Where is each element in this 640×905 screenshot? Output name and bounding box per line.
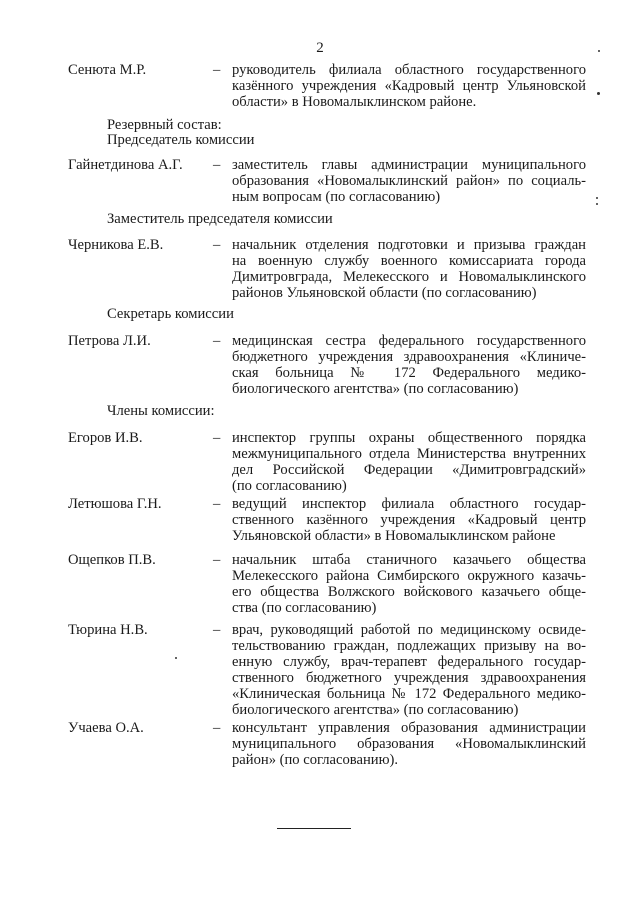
scan-speck xyxy=(175,657,177,659)
description-line: «Клиническая больница № 172 Федерального медико- xyxy=(232,686,586,702)
description-line: биологического агентства» (по согласованию) xyxy=(232,381,519,397)
description-line: Димитровграда, Мелекесского и Новомалыклинского xyxy=(232,269,586,285)
description-line: Мелекесского района Симбирского окружного казачь- xyxy=(232,568,586,584)
page-number: 2 xyxy=(316,40,324,56)
description-line: дел Российской Федерации «Димитровградский» xyxy=(232,462,586,478)
heading-secretary: Секретарь комиссии xyxy=(107,306,234,322)
description-line: ства (по согласованию) xyxy=(232,600,377,616)
member-name: Гайнетдинова А.Г. xyxy=(68,157,183,173)
scan-speck xyxy=(596,203,598,205)
member-name: Летюшова Г.Н. xyxy=(68,496,162,512)
description-line: медицинская сестра федерального государственного xyxy=(232,333,586,349)
description-line: бюджетного учреждения здравоохранения «Клиниче- xyxy=(232,349,586,365)
end-separator-line xyxy=(277,828,351,829)
heading-chairman: Председатель комиссии xyxy=(107,132,255,148)
member-description xyxy=(232,720,586,768)
member-name: Тюрина Н.В. xyxy=(68,622,148,638)
scan-speck xyxy=(598,50,600,52)
member-description xyxy=(232,552,586,616)
scan-speck xyxy=(596,197,598,199)
description-line: ведущий инспектор филиала областного государ- xyxy=(232,496,586,512)
description-line: начальник штаба станичного казачьего общества xyxy=(232,552,586,568)
description-line: врач, руководящий работой по медицинскому освиде- xyxy=(232,622,586,638)
heading-deputy: Заместитель председателя комиссии xyxy=(107,211,333,227)
member-description xyxy=(232,333,586,397)
description-line: Ульяновской области» в Новомалыклинском районе xyxy=(232,528,556,544)
member-description xyxy=(232,430,586,494)
dash: – xyxy=(213,333,221,349)
description-line: межмуниципального отдела Министерства внутренних xyxy=(232,446,586,462)
member-name: Черникова Е.В. xyxy=(68,237,164,253)
member-description xyxy=(232,622,586,718)
dash: – xyxy=(213,552,221,568)
member-description xyxy=(232,496,586,544)
heading-members: Члены комиссии: xyxy=(107,403,215,419)
member-description xyxy=(232,62,586,110)
member-description xyxy=(232,157,586,205)
heading-reserve: Резервный состав: xyxy=(107,117,222,133)
description-line: тельствованию граждан, подлежащих призыву на во- xyxy=(232,638,586,654)
description-line: консультант управления образования администрации xyxy=(232,720,586,736)
description-line: его общества Волжского войскового казачьего обще- xyxy=(232,584,586,600)
dash: – xyxy=(213,720,221,736)
description-line: на военную службу военного комиссариата города xyxy=(232,253,586,269)
dash: – xyxy=(213,496,221,512)
dash: – xyxy=(213,622,221,638)
member-name: Сенюта М.Р. xyxy=(68,62,147,78)
description-line: биологического агентства» (по согласованию) xyxy=(232,702,519,718)
dash: – xyxy=(213,157,221,173)
description-line: ственного бюджетного учреждения здравоохранения xyxy=(232,670,586,686)
description-line: казённого учреждения «Кадровый центр Ульяновской xyxy=(232,78,586,94)
member-description xyxy=(232,237,586,301)
member-name: Петрова Л.И. xyxy=(68,333,151,349)
description-line: начальник отделения подготовки и призыва граждан xyxy=(232,237,586,253)
description-line: енную службу, врач-терапевт федерального государ- xyxy=(232,654,586,670)
member-name: Егоров И.В. xyxy=(68,430,143,446)
description-line: районов Ульяновской области (по согласованию) xyxy=(232,285,537,301)
description-line: ственного казённого учреждения «Кадровый центр xyxy=(232,512,586,528)
description-line: заместитель главы администрации муниципального xyxy=(232,157,586,173)
description-line: руководитель филиала областного государственного xyxy=(232,62,586,78)
scan-speck xyxy=(597,92,600,95)
description-line: муниципального образования «Новомалыклинский xyxy=(232,736,586,752)
dash: – xyxy=(213,62,221,78)
member-name: Ощепков П.В. xyxy=(68,552,156,568)
description-line: ным вопросам (по согласованию) xyxy=(232,189,441,205)
description-line: образования «Новомалыклинский район» по социаль- xyxy=(232,173,586,189)
dash: – xyxy=(213,237,221,253)
dash: – xyxy=(213,430,221,446)
description-line: области» в Новомалыклинском районе. xyxy=(232,94,477,110)
description-line: инспектор группы охраны общественного порядка xyxy=(232,430,586,446)
description-line: ская больница № 172 Федерального медико- xyxy=(232,365,586,381)
description-line: (по согласованию) xyxy=(232,478,347,494)
description-line: район» (по согласованию). xyxy=(232,752,399,768)
member-name: Учаева О.А. xyxy=(68,720,144,736)
